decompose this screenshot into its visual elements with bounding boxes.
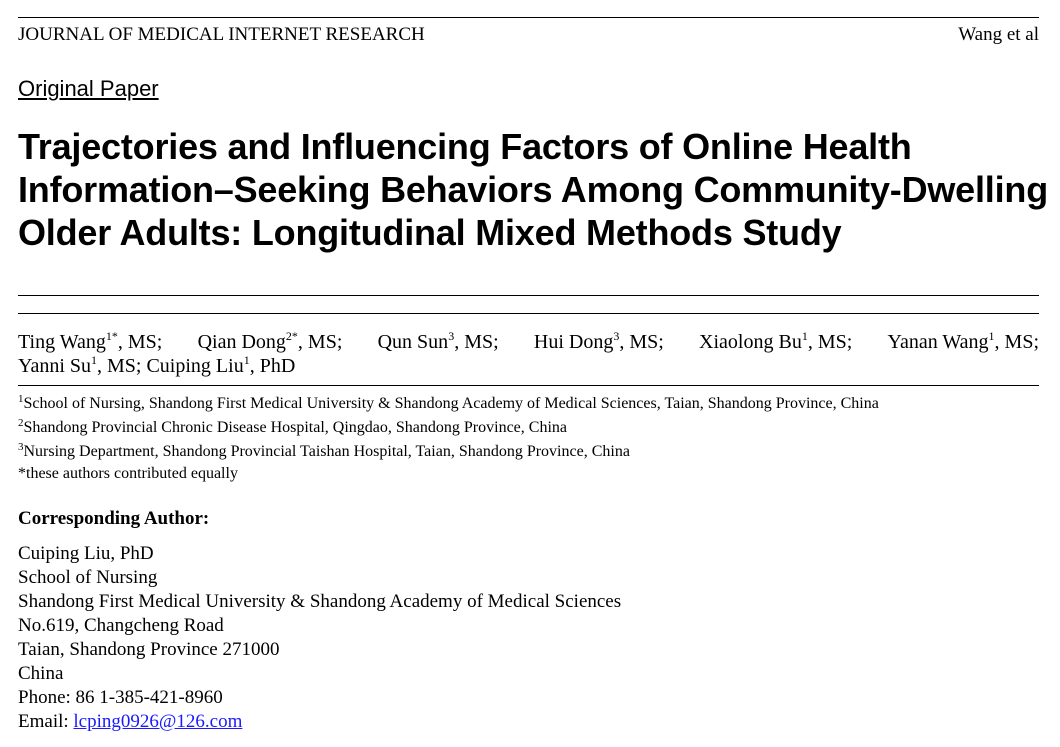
author-entry: Xiaolong Bu$^1$, MS; — [699, 329, 853, 353]
equal-contribution-note: *these authors contributed equally — [18, 465, 238, 482]
journal-name: JOURNAL OF MEDICAL INTERNET RESEARCH — [18, 24, 425, 45]
affiliation-item: $^3$Nursing Department, Shandong Provincial Taishan Hospital, Taian, Shandong Province, China — [18, 441, 630, 460]
title-line: Information–Seeking Behaviors Among Community-Dwelling — [18, 169, 1048, 210]
corresponding-author-block — [18, 542, 621, 734]
author-entry: Cuiping Liu$^1$, PhD — [146, 353, 296, 377]
title-line: Older Adults: Longitudinal Mixed Methods Study — [18, 212, 842, 253]
running-author: Wang et al — [958, 24, 1039, 45]
authors-rule — [18, 385, 1039, 386]
paper-title — [18, 125, 1048, 254]
corresponding-author-heading: Corresponding Author: — [18, 508, 210, 529]
author-entry: Hui Dong$^3$, MS; — [533, 329, 664, 353]
author-line-1 — [18, 330, 1039, 354]
header-top-rule — [18, 17, 1039, 18]
corresponding-street: No.619, Changcheng Road — [18, 615, 224, 636]
author-entry: Ting Wang$^{1*}$, MS; — [18, 329, 163, 353]
author-entry: Yanni Su$^1$, MS; — [18, 353, 142, 377]
author-entry: Yanan Wang$^1$, MS; — [887, 329, 1039, 353]
corresponding-phone: Phone: 86 1-385-421-8960 — [18, 687, 223, 708]
title-line: Trajectories and Influencing Factors of Online Health — [18, 126, 912, 167]
article-type: Original Paper — [18, 76, 159, 101]
affiliation-item: $^1$School of Nursing, Shandong First Medical University & Shandong Academy of Medical Sciences, Taian, Shandong Province, China — [18, 393, 879, 412]
title-rule-upper — [18, 295, 1039, 296]
corresponding-email-line — [18, 710, 621, 734]
title-rule-lower — [18, 313, 1039, 314]
corresponding-institution: Shandong First Medical University & Shandong Academy of Medical Sciences — [18, 591, 622, 612]
author-entry: Qian Dong$^{2*}$, MS; — [197, 329, 343, 353]
author-entry: Qun Sun$^3$, MS; — [377, 329, 499, 353]
author-list — [18, 330, 1039, 378]
affiliation-list — [18, 392, 1039, 484]
email-link[interactable]: lcping0926@126.com — [73, 711, 243, 732]
corresponding-name: Cuiping Liu, PhD — [18, 543, 154, 564]
corresponding-city: Taian, Shandong Province 271000 — [18, 639, 280, 660]
paper-page — [18, 0, 1048, 747]
email-label: Email: — [18, 711, 74, 732]
author-line-2 — [18, 354, 1039, 378]
corresponding-dept: School of Nursing — [18, 567, 158, 588]
affiliation-item: $^2$Shandong Provincial Chronic Disease Hospital, Qingdao, Shandong Province, China — [18, 417, 567, 436]
corresponding-country: China — [18, 663, 64, 684]
